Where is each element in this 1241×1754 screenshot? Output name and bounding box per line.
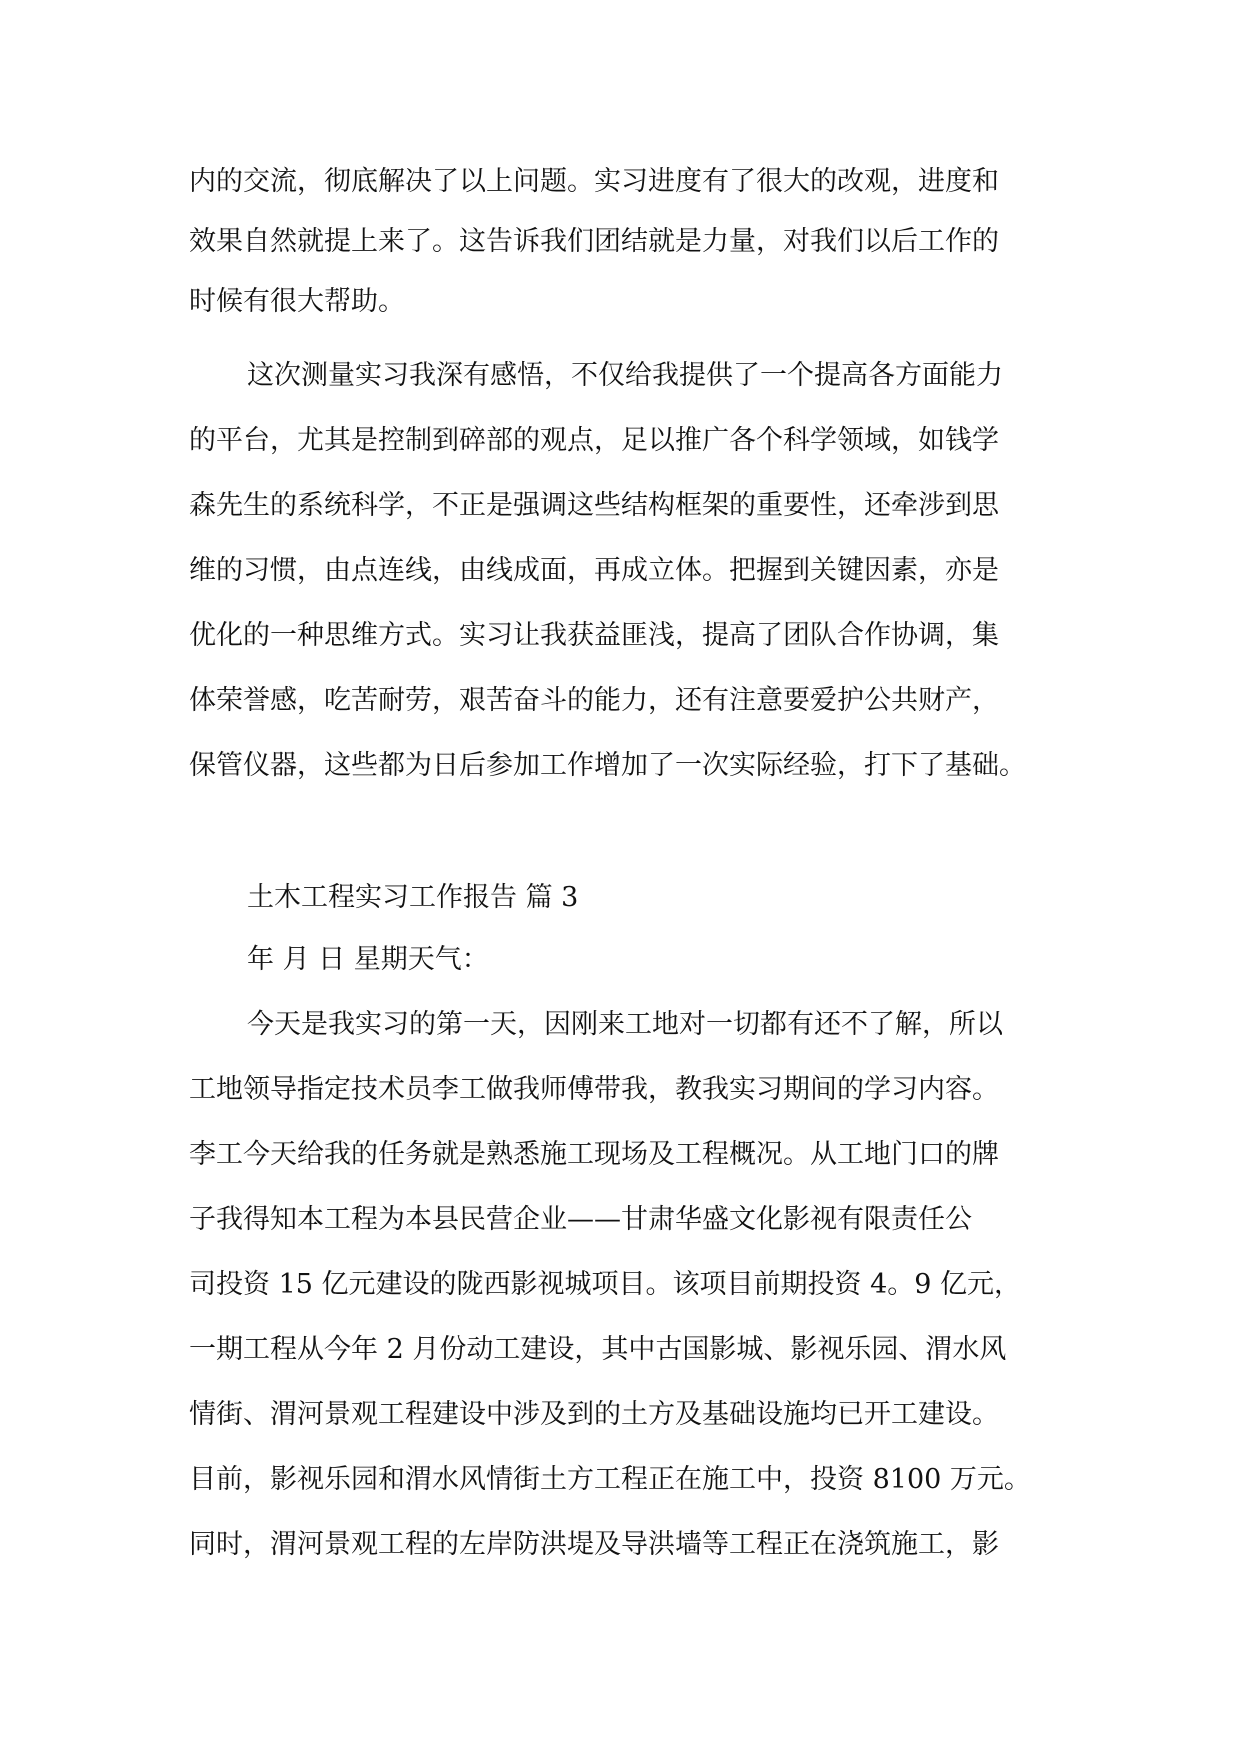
paragraph-3-line-2: 工地领导指定技术员李工做我师傅带我，教我实习期间的学习内容。 [189, 1074, 999, 1105]
paragraph-1-line-1: 内的交流，彻底解决了以上问题。实习进度有了很大的改观，进度和 [189, 166, 999, 197]
section-heading: 土木工程实习工作报告 篇 3 [247, 882, 579, 913]
paragraph-1-line-2: 效果自然就提上来了。这告诉我们团结就是力量，对我们以后工作的 [189, 226, 999, 257]
paragraph-2-line-2: 的平台，尤其是控制到碎部的观点，足以推广各个科学领域，如钱学 [189, 425, 999, 456]
paragraph-3-line-5: 司投资 15 亿元建设的陇西影视城项目。该项目前期投资 4。9 亿元， [189, 1269, 1022, 1300]
paragraph-2-line-3: 森先生的系统科学，不正是强调这些结构框架的重要性，还牵涉到思 [189, 490, 999, 521]
paragraph-3-line-4: 子我得知本工程为本县民营企业——甘肃华盛文化影视有限责任公 [189, 1204, 972, 1235]
paragraph-3-line-9: 同时，渭河景观工程的左岸防洪堤及导洪墙等工程正在浇筑施工，影 [189, 1529, 999, 1560]
paragraph-2-line-7: 保管仪器，这些都为日后参加工作增加了一次实际经验，打下了基础。 [189, 750, 1026, 781]
paragraph-3-line-1: 今天是我实习的第一天，因刚来工地对一切都有还不了解，所以 [247, 1009, 1003, 1040]
paragraph-2-line-1: 这次测量实习我深有感悟，不仅给我提供了一个提高各方面能力 [247, 360, 1003, 391]
date-line: 年 月 日 星期天气： [247, 944, 489, 975]
paragraph-2-line-5: 优化的一种思维方式。实习让我获益匪浅，提高了团队合作协调，集 [189, 620, 999, 651]
paragraph-3-line-6: 一期工程从今年 2 月份动工建设，其中古国影城、影视乐园、渭水风 [189, 1334, 1007, 1365]
paragraph-3-line-7: 情街、渭河景观工程建设中涉及到的土方及基础设施均已开工建设。 [189, 1399, 999, 1430]
paragraph-3-line-3: 李工今天给我的任务就是熟悉施工现场及工程概况。从工地门口的牌 [189, 1139, 999, 1170]
paragraph-1-line-3: 时候有很大帮助。 [189, 286, 405, 317]
paragraph-3-line-8: 目前，影视乐园和渭水风情街土方工程正在施工中，投资 8100 万元。 [189, 1464, 1031, 1495]
paragraph-2-line-6: 体荣誉感，吃苦耐劳，艰苦奋斗的能力，还有注意要爱护公共财产， [189, 685, 999, 716]
paragraph-2-line-4: 维的习惯，由点连线，由线成面，再成立体。把握到关键因素，亦是 [189, 555, 999, 586]
